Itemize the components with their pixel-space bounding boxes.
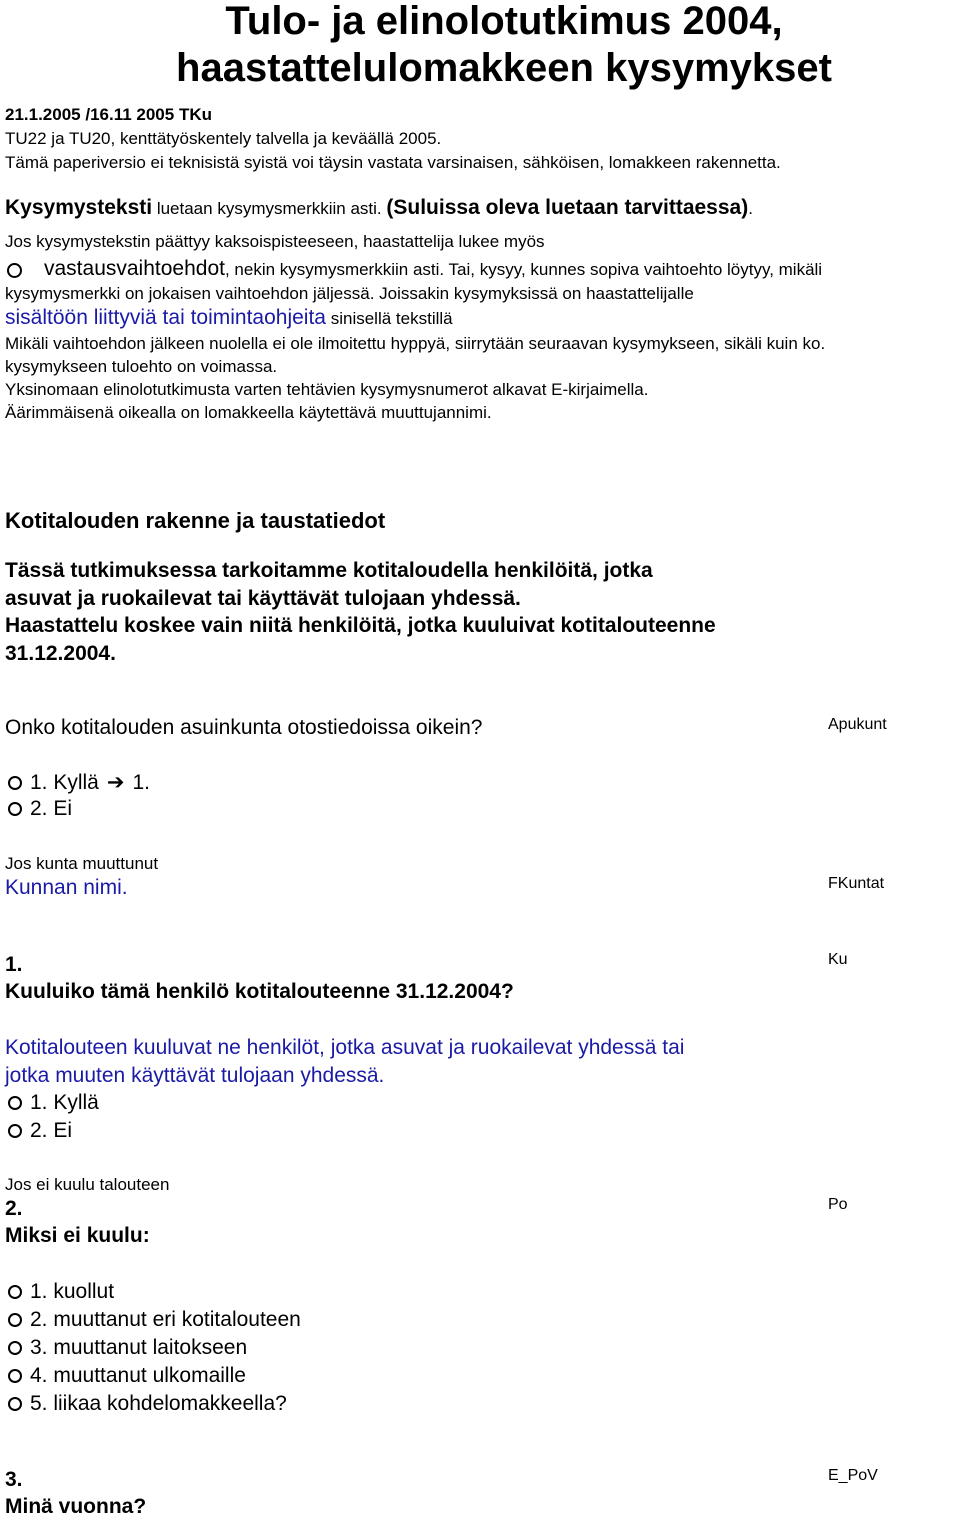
radio-icon[interactable] bbox=[8, 1285, 22, 1299]
radio-icon[interactable] bbox=[8, 1341, 22, 1355]
tai-text: Tai, kysyy, kunnes sopiva vaihtoehto löytyy, mikäli bbox=[444, 260, 823, 279]
option-ku-2[interactable] bbox=[8, 1119, 72, 1143]
intro-line-2: TU22 ja TU20, kenttätyöskentely talvella ja keväällä 2005. bbox=[5, 129, 442, 148]
dot: . bbox=[748, 199, 753, 218]
option-po-1[interactable] bbox=[8, 1280, 114, 1304]
suluissa-text: (Suluissa oleva luetaan tarvittaessa) bbox=[386, 196, 749, 219]
page-title-line1: Tulo- ja elinolotutkimus 2004, bbox=[225, 0, 783, 43]
option-po-2[interactable] bbox=[8, 1308, 301, 1332]
question-1-note-2: jotka muuten käyttävät tulojaan yhdessä. bbox=[5, 1064, 385, 1087]
intro-sisaltoon-line bbox=[5, 306, 453, 330]
radio-icon bbox=[7, 263, 22, 278]
jump-target: 1. bbox=[132, 771, 150, 794]
option-po-5[interactable] bbox=[8, 1392, 287, 1416]
intro-mikali-line: Mikäli vaihtoehdon jälkeen nuolella ei ole ilmoitettu hyppyä, siirrytään seuraavan kysymykseen, sikäli kuin ko. bbox=[5, 334, 826, 353]
option-label: 2. muuttanut eri kotitalouteen bbox=[30, 1308, 301, 1331]
radio-icon[interactable] bbox=[8, 776, 22, 790]
varname-fkuntat: FKuntat bbox=[828, 875, 885, 892]
nekin-text: , nekin kysymysmerkkiin asti. bbox=[224, 260, 445, 279]
question-2-number: 2. bbox=[5, 1197, 23, 1220]
section-para-3: Haastattelu koskee vain niitä henkilöitä, jotka kuuluivat kotitalouteenne bbox=[5, 614, 716, 637]
condition-po: Jos ei kuulu talouteen bbox=[5, 1175, 170, 1194]
intro-kysymykseen-line: kysymykseen tuloehto on voimassa. bbox=[5, 357, 278, 376]
intro-aarimmaisena-line: Äärimmäisenä oikealla on lomakkeella käytettävä muuttujannimi. bbox=[5, 403, 492, 422]
question-apukunt: Onko kotitalouden asuinkunta otostiedoissa oikein? bbox=[5, 716, 483, 739]
intro-kysymysteksti-line bbox=[5, 196, 753, 220]
option-apukunt-1[interactable] bbox=[8, 770, 150, 795]
option-label: 5. liikaa kohdelomakkeella? bbox=[30, 1392, 287, 1415]
option-label: 3. muuttanut laitokseen bbox=[30, 1336, 248, 1359]
intro-vastaus-line bbox=[7, 257, 822, 281]
option-label: 4. muuttanut ulkomaille bbox=[30, 1364, 246, 1387]
page-title-line2: haastattelulomakkeen kysymykset bbox=[176, 46, 832, 90]
varname-po: Po bbox=[828, 1196, 848, 1213]
intro-yksinomaan-line: Yksinomaan elinolotutkimusta varten tehtävien kysymysnumerot alkavat E-kirjaimella. bbox=[5, 380, 649, 399]
radio-icon[interactable] bbox=[8, 1124, 22, 1138]
varname-apukunt: Apukunt bbox=[828, 716, 887, 733]
question-1-number: 1. bbox=[5, 953, 23, 976]
sinisella-text: sinisellä tekstillä bbox=[326, 309, 453, 328]
option-label: 1. Kyllä bbox=[30, 771, 99, 794]
option-label: 1. Kyllä bbox=[30, 1091, 99, 1114]
kysymysmerkki-text: kysymysmerkki on jokaisen vaihtoehdon jäljessä. bbox=[5, 284, 375, 303]
intro-jos-line: Jos kysymystekstin päättyy kaksoispisteeseen, haastattelija lukee myös bbox=[5, 232, 545, 251]
kysymysteksti-label: Kysymysteksti bbox=[5, 196, 153, 219]
option-label: 2. Ei bbox=[30, 1119, 73, 1142]
question-3-number: 3. bbox=[5, 1468, 23, 1491]
varname-ku: Ku bbox=[828, 951, 848, 968]
radio-icon[interactable] bbox=[8, 1313, 22, 1327]
question-1-note-1: Kotitalouteen kuuluvat ne henkilöt, jotka asuvat ja ruokailevat yhdessä tai bbox=[5, 1036, 685, 1059]
condition-fkuntat: Jos kunta muuttunut bbox=[5, 854, 159, 873]
vastausvaihtoehdot-text: vastausvaihtoehdot bbox=[44, 257, 225, 280]
luetaan-text: luetaan kysymysmerkkiin asti. bbox=[152, 199, 387, 218]
date-line: 21.1.2005 /16.11 2005 TKu bbox=[5, 105, 212, 124]
question-2-text: Miksi ei kuulu: bbox=[5, 1224, 150, 1247]
option-label: 2. Ei bbox=[30, 797, 73, 820]
question-1-text: Kuuluiko tämä henkilö kotitalouteenne 31.12.2004? bbox=[5, 980, 514, 1003]
section-para-4: 31.12.2004. bbox=[5, 642, 116, 665]
sisaltoon-text: sisältöön liittyviä tai toimintaohjeita bbox=[5, 306, 326, 329]
radio-icon[interactable] bbox=[8, 1369, 22, 1383]
radio-icon[interactable] bbox=[8, 1397, 22, 1411]
arrow-right-icon: ➔ bbox=[106, 771, 125, 794]
section-para-1: Tässä tutkimuksessa tarkoitamme kotitaloudella henkilöitä, jotka bbox=[5, 559, 653, 582]
intro-line-3: Tämä paperiversio ei teknisistä syistä voi täysin vastata varsinaisen, sähköisen, lomakkeen rakennetta. bbox=[5, 153, 781, 172]
option-po-3[interactable] bbox=[8, 1336, 247, 1360]
question-3-text: Minä vuonna? bbox=[5, 1495, 147, 1518]
joissakin-text: Joissakin kysymyksissä on haastattelijalle bbox=[374, 284, 694, 303]
section-heading: Kotitalouden rakenne ja taustatiedot bbox=[5, 508, 386, 533]
radio-icon[interactable] bbox=[8, 1096, 22, 1110]
option-apukunt-2[interactable] bbox=[8, 797, 72, 821]
varname-e-pov: E_PoV bbox=[828, 1467, 878, 1484]
option-po-4[interactable] bbox=[8, 1364, 246, 1388]
option-label: 1. kuollut bbox=[30, 1280, 115, 1303]
intro-kysymysmerkki-line bbox=[5, 284, 694, 304]
question-fkuntat: Kunnan nimi. bbox=[5, 876, 128, 899]
section-para-2: asuvat ja ruokailevat tai käyttävät tulojaan yhdessä. bbox=[5, 587, 521, 610]
option-ku-1[interactable] bbox=[8, 1091, 99, 1115]
radio-icon[interactable] bbox=[8, 802, 22, 816]
